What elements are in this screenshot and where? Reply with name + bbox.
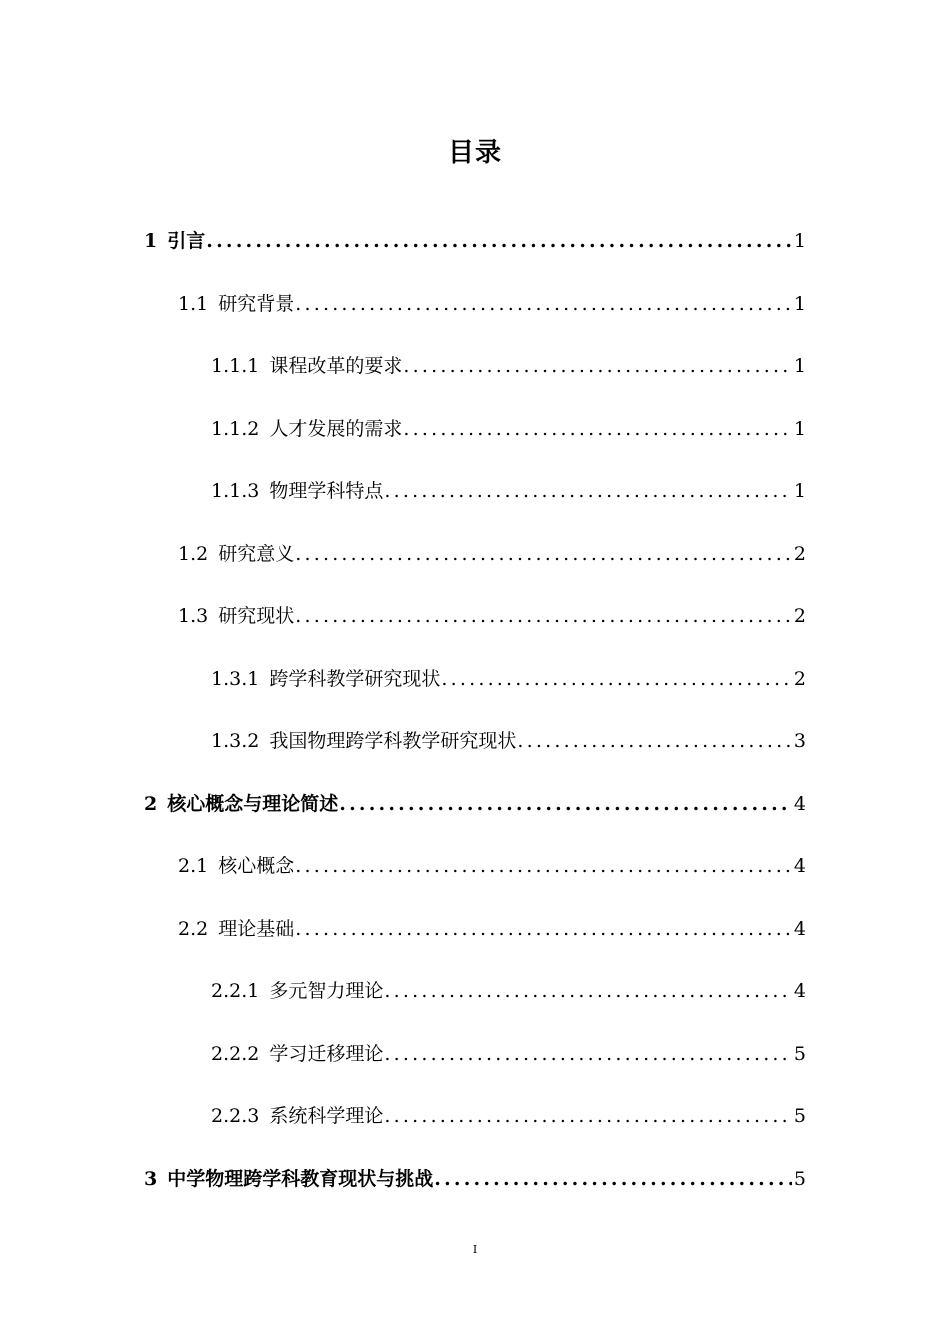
toc-entry-page: 5 bbox=[793, 1043, 806, 1065]
toc-entry-number: 1.2 bbox=[178, 543, 209, 565]
toc-entry-page: 2 bbox=[793, 668, 806, 690]
toc-entry-page: 5 bbox=[793, 1168, 806, 1190]
toc-entry[interactable] bbox=[211, 726, 806, 754]
toc-entry-number: 3 bbox=[144, 1168, 158, 1190]
toc-entry[interactable] bbox=[144, 789, 806, 817]
toc-entry-page: 1 bbox=[793, 293, 806, 315]
toc-entry-title: 理论基础 bbox=[218, 918, 295, 940]
toc-entry[interactable] bbox=[211, 351, 806, 379]
toc-entry-title: 研究背景 bbox=[218, 293, 295, 315]
toc-entry[interactable] bbox=[178, 601, 806, 629]
toc-entry-number: 1.1 bbox=[178, 293, 209, 315]
toc-entry[interactable] bbox=[178, 539, 806, 567]
toc-entry-page: 1 bbox=[793, 480, 806, 502]
toc-entry-title: 我国物理跨学科教学研究现状 bbox=[269, 730, 517, 752]
toc-entry-title: 引言 bbox=[167, 230, 206, 252]
toc-entry[interactable] bbox=[211, 414, 806, 442]
toc-entry-title: 中学物理跨学科教育现状与挑战 bbox=[167, 1168, 434, 1190]
toc-entry[interactable] bbox=[178, 289, 806, 317]
dot-leader bbox=[294, 605, 792, 627]
toc-entry-number: 2.2.2 bbox=[211, 1043, 260, 1065]
toc-entry[interactable] bbox=[144, 1164, 806, 1192]
toc-entry-title: 多元智力理论 bbox=[269, 980, 384, 1002]
toc-entry-page: 1 bbox=[793, 355, 806, 377]
toc-entry-title: 研究现状 bbox=[218, 605, 295, 627]
toc-entry-number: 2.2.1 bbox=[211, 980, 260, 1002]
toc-entry-title: 物理学科特点 bbox=[269, 480, 384, 502]
toc-entry-page: 2 bbox=[793, 605, 806, 627]
toc-entry[interactable] bbox=[211, 976, 806, 1004]
toc-entry-number: 1.1.2 bbox=[211, 418, 260, 440]
toc-entry-number: 2.1 bbox=[178, 855, 209, 877]
toc-entry-title: 研究意义 bbox=[218, 543, 295, 565]
dot-leader bbox=[383, 480, 792, 502]
toc-entry-title: 跨学科教学研究现状 bbox=[269, 668, 441, 690]
toc-entry-number: 1.3.2 bbox=[211, 730, 260, 752]
toc-entry-number: 1.1.3 bbox=[211, 480, 260, 502]
toc-entry-page: 2 bbox=[793, 543, 806, 565]
toc-entry[interactable] bbox=[144, 226, 806, 254]
dot-leader bbox=[402, 355, 792, 377]
dot-leader bbox=[294, 855, 792, 877]
dot-leader bbox=[383, 1043, 792, 1065]
dot-leader bbox=[402, 418, 792, 440]
toc-entry-title: 核心概念 bbox=[218, 855, 295, 877]
toc-entry[interactable] bbox=[211, 1039, 806, 1067]
dot-leader bbox=[433, 1168, 792, 1190]
dot-leader bbox=[338, 793, 792, 815]
toc-entry-page: 4 bbox=[793, 980, 806, 1002]
dot-leader bbox=[294, 918, 792, 940]
toc-entry-page: 5 bbox=[793, 1105, 806, 1127]
toc-entry-number: 1.3.1 bbox=[211, 668, 260, 690]
dot-leader bbox=[205, 230, 792, 252]
dot-leader bbox=[383, 1105, 792, 1127]
dot-leader bbox=[383, 980, 792, 1002]
toc-entry-number: 2.2.3 bbox=[211, 1105, 260, 1127]
dot-leader bbox=[440, 668, 792, 690]
toc-entry-page: 1 bbox=[793, 230, 806, 252]
toc-entry-title: 人才发展的需求 bbox=[269, 418, 403, 440]
toc-entry-page: 1 bbox=[793, 418, 806, 440]
toc-entry-page: 4 bbox=[793, 918, 806, 940]
toc-entry-number: 1 bbox=[144, 230, 158, 252]
toc-entry-title: 课程改革的要求 bbox=[269, 355, 403, 377]
toc-entry-number: 2.2 bbox=[178, 918, 209, 940]
dot-leader bbox=[516, 730, 792, 752]
toc-entry[interactable] bbox=[211, 664, 806, 692]
dot-leader bbox=[294, 293, 792, 315]
toc-entry-page: 4 bbox=[793, 855, 806, 877]
toc-entry-number: 1.3 bbox=[178, 605, 209, 627]
toc-entry-number: 1.1.1 bbox=[211, 355, 260, 377]
toc-entry-page: 4 bbox=[793, 793, 806, 815]
toc-entry-page: 3 bbox=[793, 730, 806, 752]
toc-entry[interactable] bbox=[178, 914, 806, 942]
toc-entry[interactable] bbox=[178, 851, 806, 879]
toc-entry[interactable] bbox=[211, 1101, 806, 1129]
page-title: 目录 bbox=[447, 138, 502, 168]
toc-entry-title: 系统科学理论 bbox=[269, 1105, 384, 1127]
page-number: I bbox=[472, 1243, 478, 1256]
toc-entry-number: 2 bbox=[144, 793, 158, 815]
dot-leader bbox=[294, 543, 792, 565]
toc-entry-title: 学习迁移理论 bbox=[269, 1043, 384, 1065]
toc-entry[interactable] bbox=[211, 476, 806, 504]
toc-entry-title: 核心概念与理论简述 bbox=[167, 793, 339, 815]
